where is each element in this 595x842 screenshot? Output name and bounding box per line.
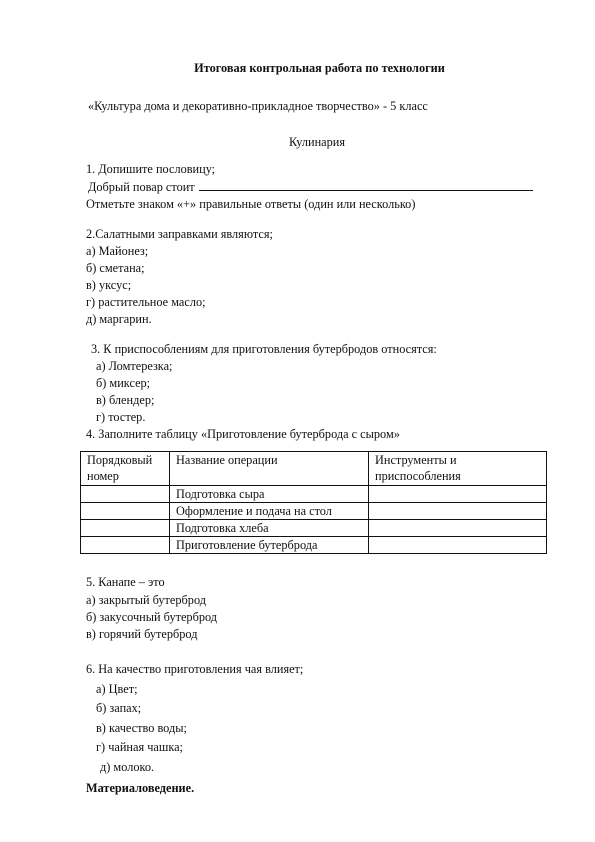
q6-option: б) запах; [96,701,142,715]
table-cell-operation: Подготовка хлеба [170,520,369,537]
table-cell-number[interactable] [81,486,170,503]
section-heading-materials: Материаловедение. [86,781,195,795]
table-cell-tools[interactable] [369,537,547,554]
table-cell-tools[interactable] [369,520,547,537]
q1-prompt-line [88,178,533,195]
q5-question: 5. Канапе – это [86,575,165,589]
q2-question: 2.Салатными заправками являются; [86,227,273,241]
section-heading: Кулинария [289,135,346,149]
q1-answer-blank[interactable] [199,178,533,191]
q6-option: г) чайная чашка; [96,740,183,754]
q2-option: г) растительное масло; [86,295,206,309]
q5-option: б) закусочный бутерброд [86,610,218,624]
page-title: Итоговая контрольная работа по технологии [194,61,445,75]
table-cell-tools[interactable] [369,486,547,503]
table-cell-number[interactable] [81,537,170,554]
table-cell-tools[interactable] [369,503,547,520]
table-cell-number[interactable] [81,503,170,520]
q5-option: в) горячий бутерброд [86,627,198,641]
q3-option: г) тостер. [96,410,146,424]
table-header-cell: Порядковый номер [81,452,170,486]
q5-option: а) закрытый бутерброд [86,593,206,607]
q6-question: 6. На качество приготовления чая влияет; [86,662,304,676]
q2-option: д) маргарин. [86,312,152,326]
table-row [81,486,547,503]
table-cell-number[interactable] [81,520,170,537]
q3-option: б) миксер; [96,376,151,390]
q3-question: 3. К приспособлениям для приготовления бутербродов относятся: [91,342,437,356]
table-cell-operation: Оформление и подача на стол [170,503,369,520]
table-cell-operation: Подготовка сыра [170,486,369,503]
table-cell-operation: Приготовление бутерброда [170,537,369,554]
q3-option: в) блендер; [96,393,155,407]
instruction-text: Отметьте знаком «+» правильные ответы (один или несколько) [86,197,416,211]
operations-table [80,451,547,554]
table-header-row [81,452,547,486]
q1-question: 1. Допишите пословицу; [86,162,216,176]
q4-question: 4. Заполните таблицу «Приготовление бутерброда с сыром» [86,427,400,441]
q6-option: д) молоко. [100,760,155,774]
q1-prompt: Добрый повар стоит [88,180,195,194]
q2-option: а) Майонез; [86,244,149,258]
table-row [81,537,547,554]
q2-option: б) сметана; [86,261,145,275]
q2-option: в) уксус; [86,278,132,292]
q3-option: а) Ломтерезка; [96,359,173,373]
table-header-cell: Инструменты и приспособления [369,452,547,486]
table-header-cell: Название операции [170,452,369,486]
page-subtitle: «Культура дома и декоративно-прикладное творчество» - 5 класс [88,99,428,113]
table-row [81,503,547,520]
table-row [81,520,547,537]
q6-option: в) качество воды; [96,721,187,735]
q6-option: а) Цвет; [96,682,138,696]
